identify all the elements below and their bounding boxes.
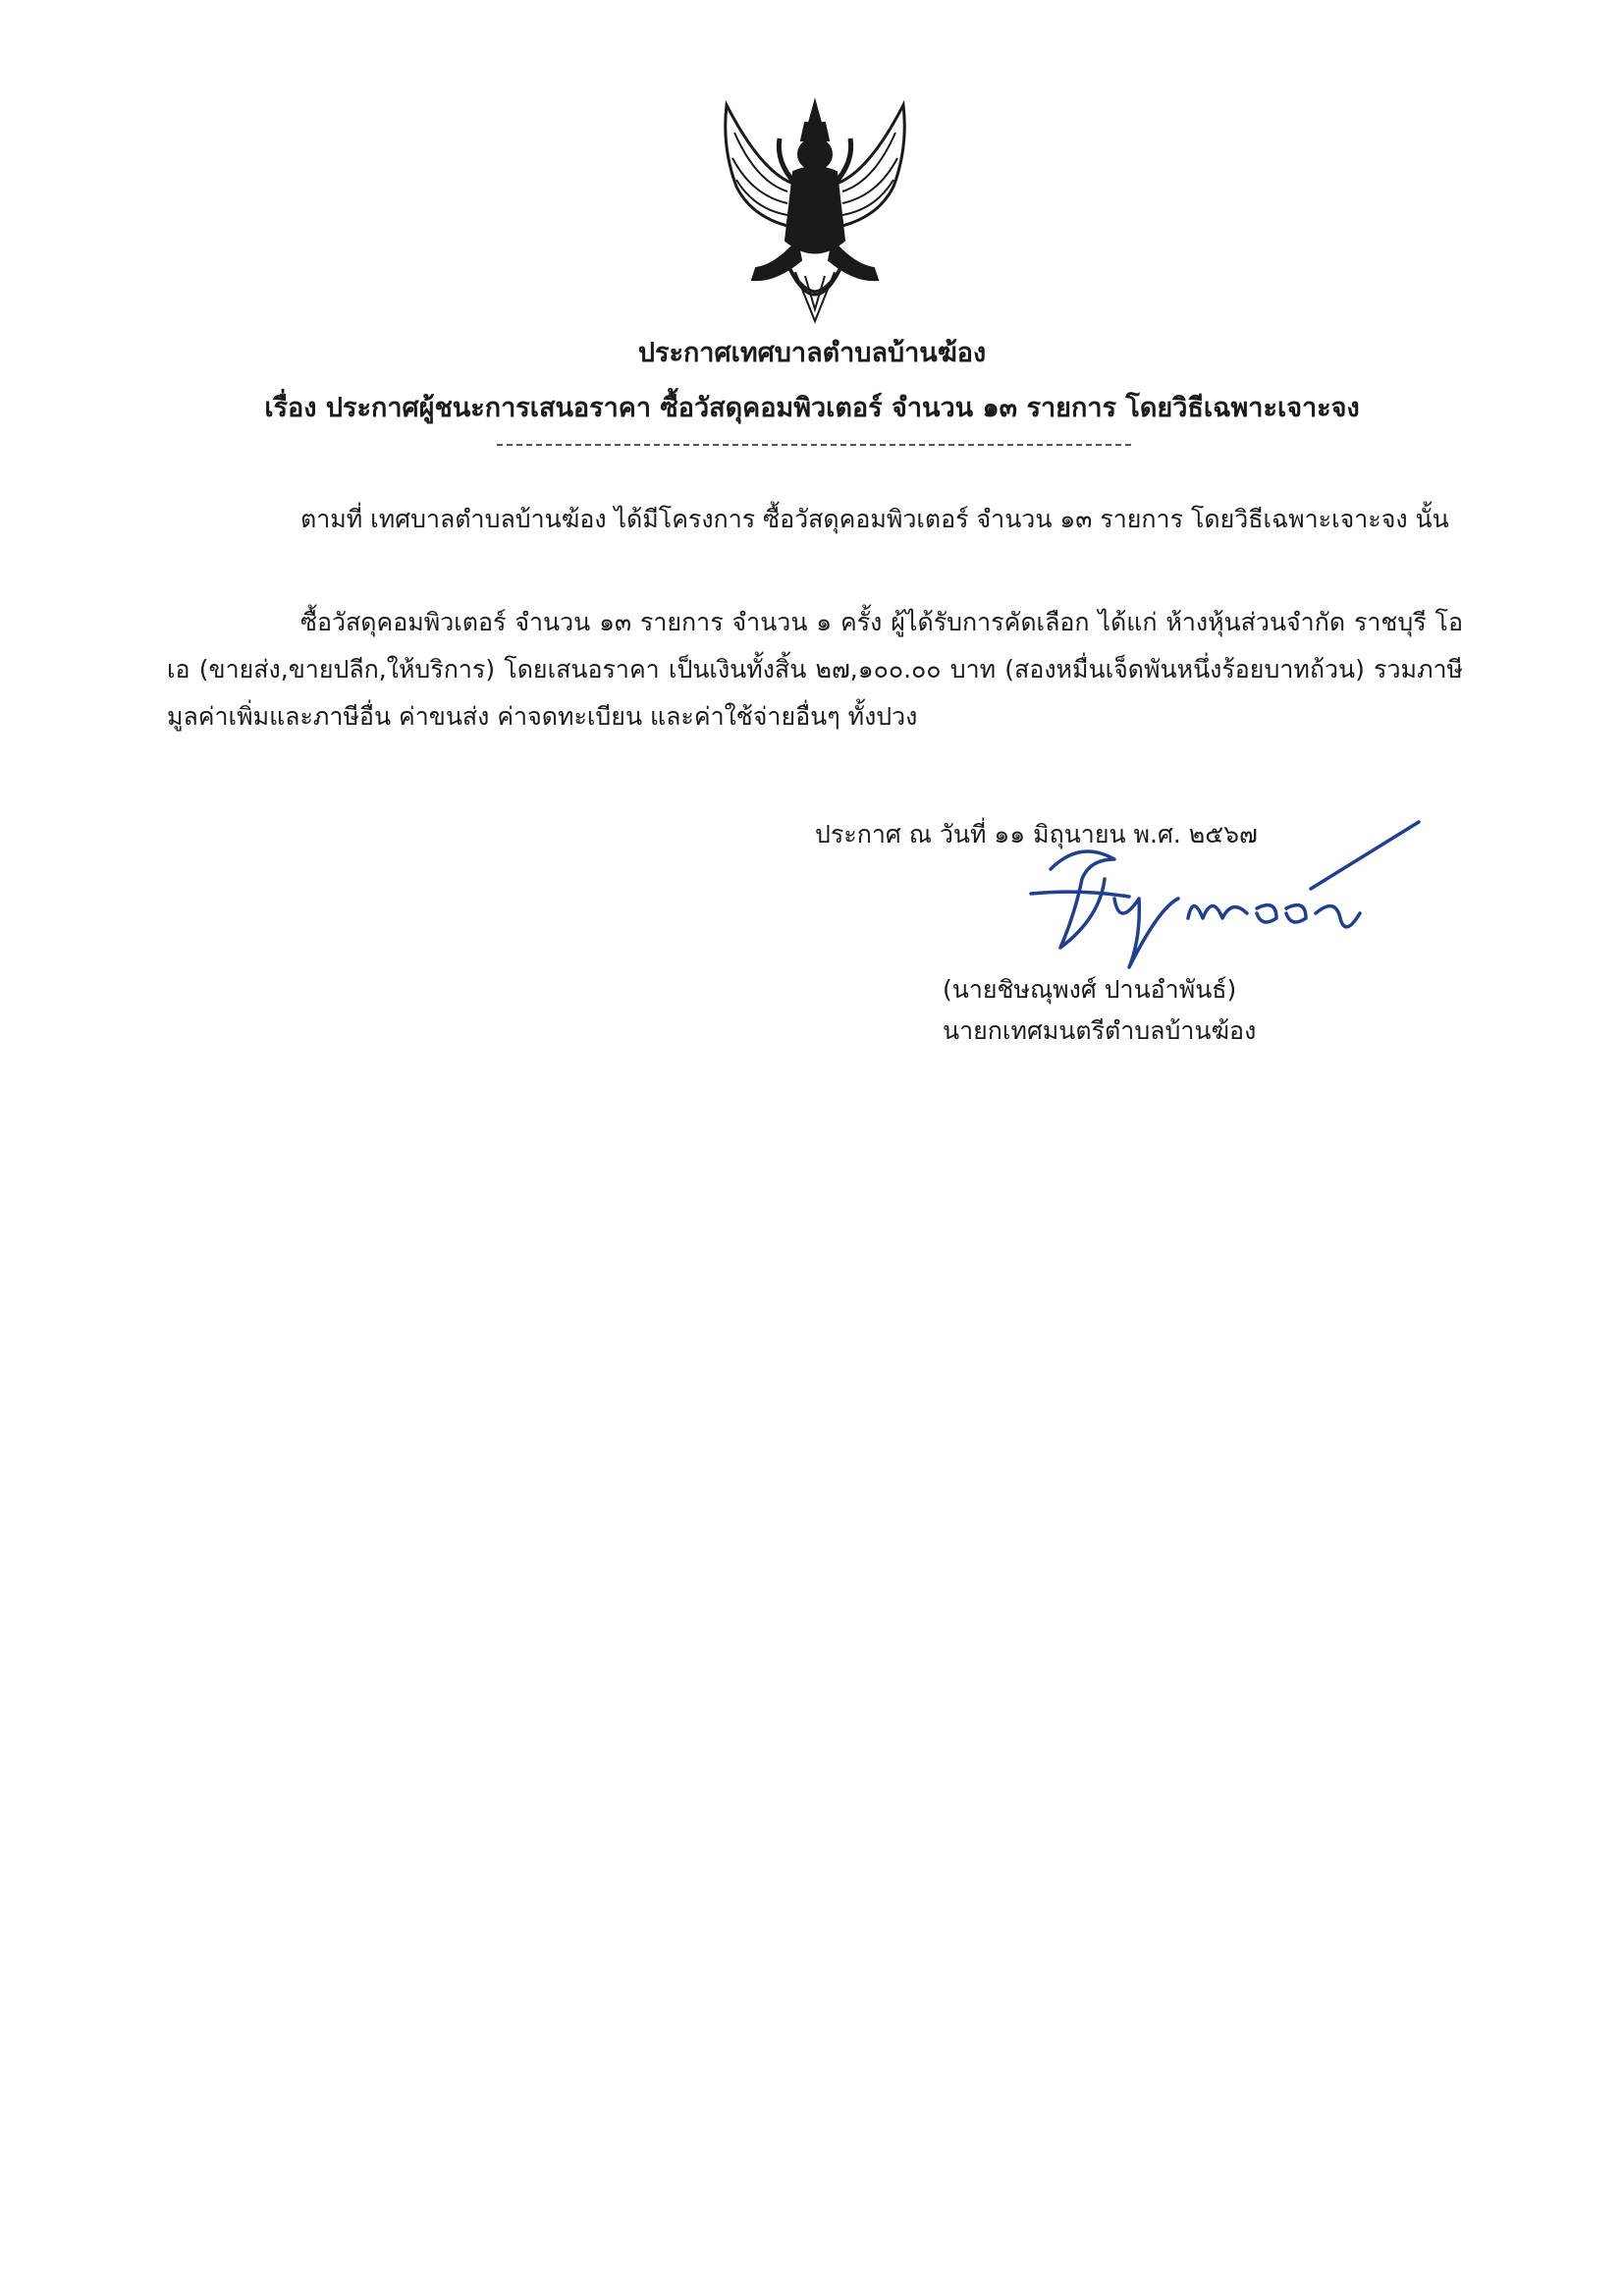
body-paragraph: ตามที่ เทศบาลตำบลบ้านฆ้อง ได้มีโครงการ ซื้อวัสดุคอมพิวเตอร์ จำนวน ๑๓ รายการ โดยวิธีเฉพาะเจาะจง นั้น (300, 505, 1449, 533)
document-title: ประกาศเทศบาลตำบลบ้านฆ้อง (637, 338, 987, 368)
handwritten-signature (1021, 820, 1424, 977)
body-paragraph-award: ซื้อวัสดุคอมพิวเตอร์ จำนวน ๑๓ รายการ จำนวน ๑ ครั้ง ผู้ได้รับการคัดเลือก ได้แก่ ห้างหุ้นส่วนจำกัด ราชบุรี โอ เอ (ขายส่ง,ขายปลีก,ให้บริการ) โดยเสนอราคา เป็นเงินทั้งสิ้น ๒๗,๑๐๐.๐๐ บาท (สองหมื่นเจ็ดพันหนึ่งร้อยบาทถ้วน) รวมภาษีมูลค่าเพิ่มและภาษีอื่น ค่าขนส่ง ค่าจดทะเบียน และค่าใช้จ่ายอื่นๆ ทั้งปวง (167, 608, 1463, 731)
signer-name: (นายชิษณุพงศ์ ปานอำพันธ์) (943, 975, 1237, 1004)
garuda-emblem-icon (707, 93, 923, 329)
announcement-date: ประกาศ ณ วันที่ ๑๑ มิถุนายน พ.ศ. ๒๕๖๗ (815, 820, 1258, 848)
document-subject: เรื่อง ประกาศผู้ชนะการเสนอราคา ซื้อวัสดุคอมพิวเตอร์ จำนวน ๑๓ รายการ โดยวิธีเฉพาะเจาะจง (264, 393, 1360, 423)
signer-title: นายกเทศมนตรีตำบลบ้านฆ้อง (943, 1016, 1257, 1045)
divider-line (497, 444, 1131, 446)
